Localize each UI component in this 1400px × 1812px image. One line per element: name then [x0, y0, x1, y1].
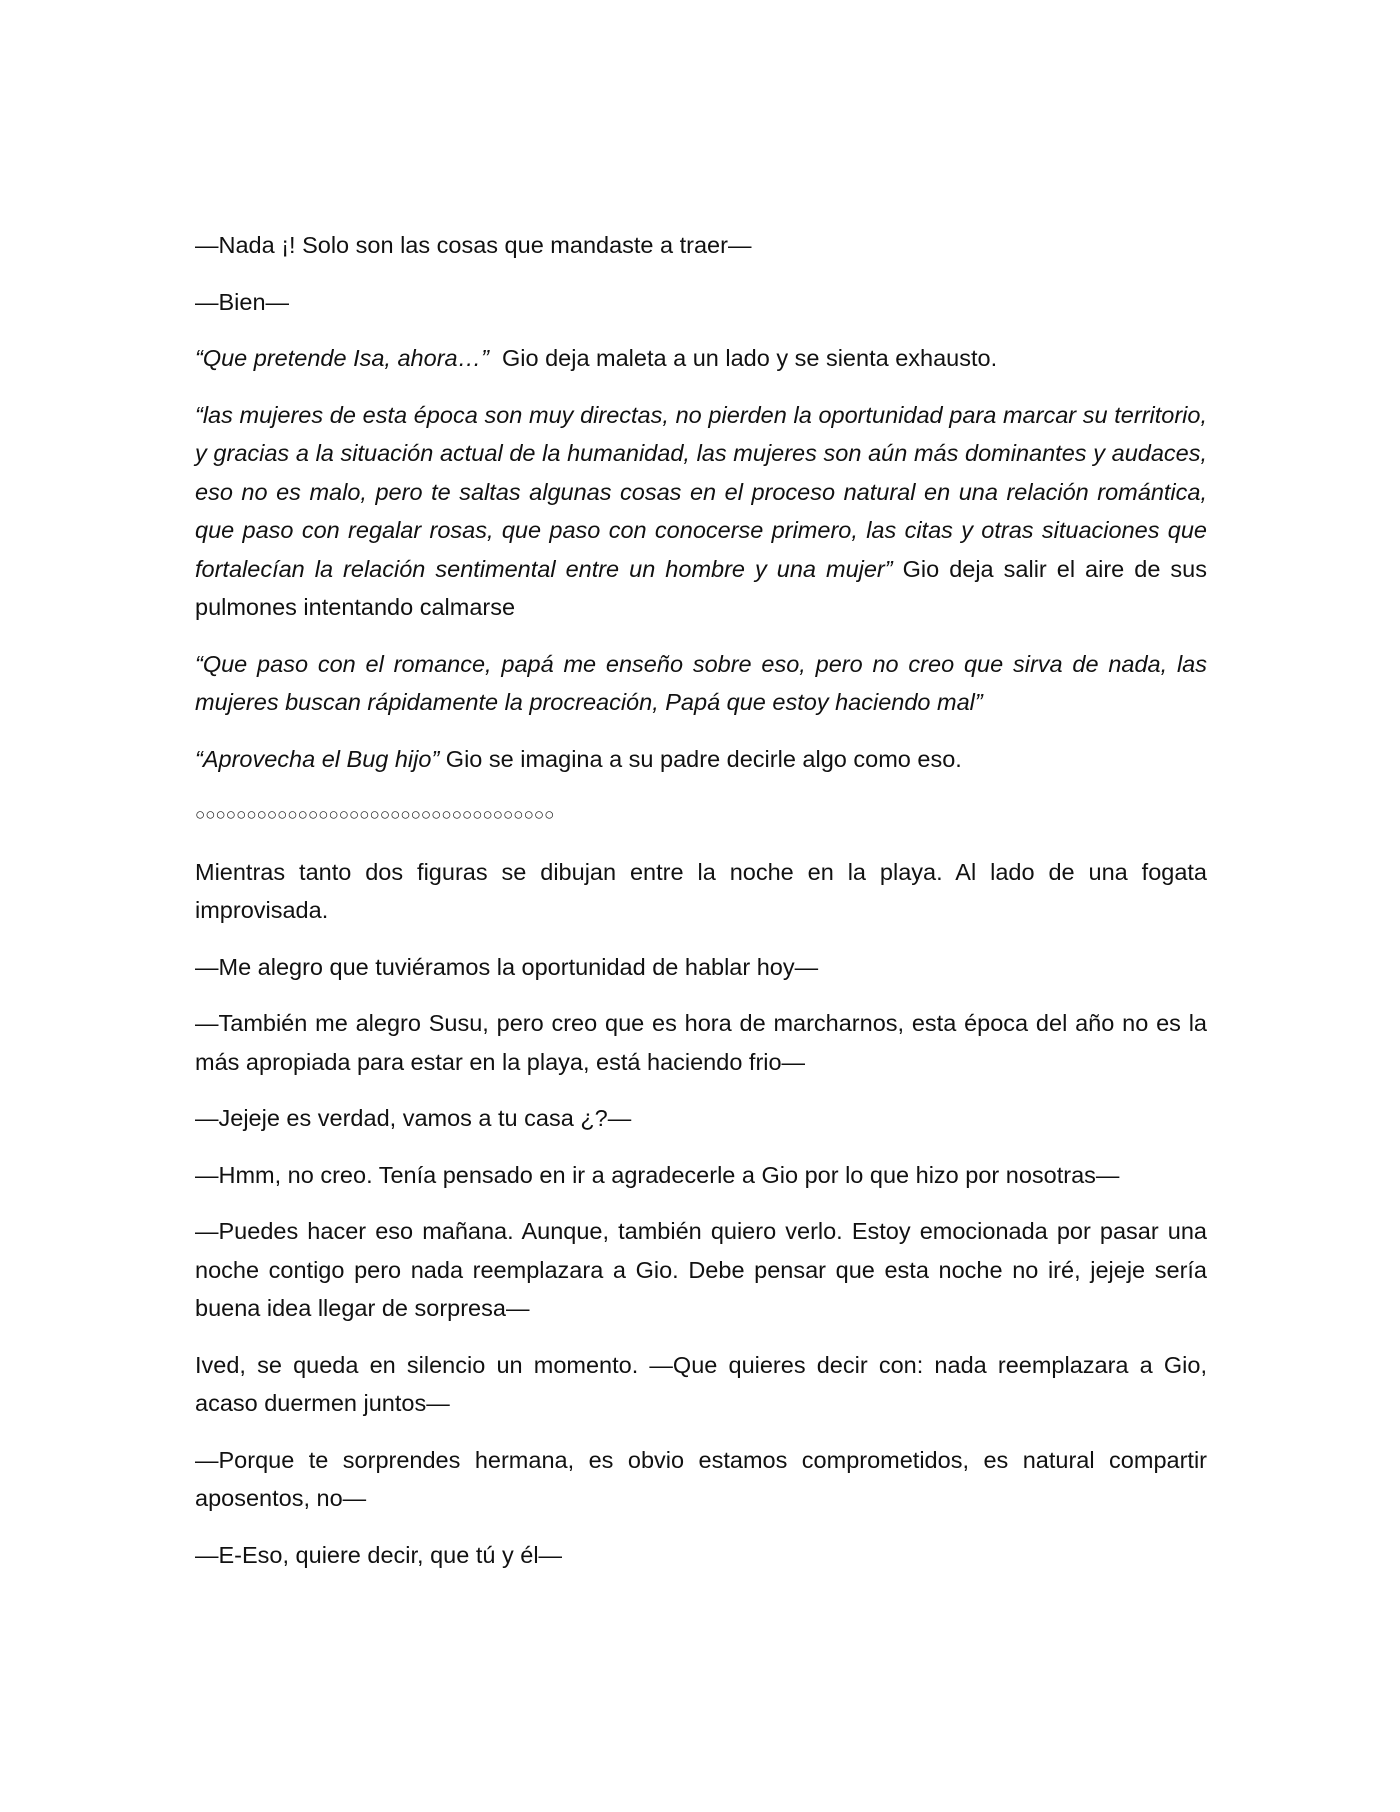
thought-text: “Que paso con el romance, papá me enseño sobre eso, pero no creo que sirva de nada, las mujeres buscan rápidamente la procreación, Papá que estoy haciendo mal” — [195, 650, 1207, 715]
paragraph-text: —E-Eso, quiere decir, que tú y él— — [195, 1541, 563, 1568]
paragraph — [195, 283, 1207, 322]
thought-text: “Aprovecha el Bug hijo” — [195, 745, 440, 772]
paragraph — [195, 740, 1207, 779]
paragraph — [195, 1441, 1207, 1518]
paragraph — [195, 1004, 1207, 1081]
paragraph-text: —Me alegro que tuviéramos la oportunidad de hablar hoy— — [195, 953, 819, 980]
paragraph-text: —Hmm, no creo. Tenía pensado en ir a agradecerle a Gio por lo que hizo por nosotras— — [195, 1161, 1120, 1188]
paragraph-text: —Porque te sorprendes hermana, es obvio estamos comprometidos, es natural compartir aposentos, no— — [195, 1446, 1207, 1511]
paragraph-text: —Bien— — [195, 288, 290, 315]
paragraph-text: Ived, se queda en silencio un momento. —Que quieres decir con: nada reemplazara a Gio, acaso duermen juntos— — [195, 1351, 1207, 1416]
paragraph — [195, 339, 1207, 378]
paragraph — [195, 853, 1207, 930]
paragraph-text: Gio deja salir el aire de sus pulmones intentando calmarse — [195, 555, 1207, 620]
paragraph — [195, 1099, 1207, 1138]
paragraph-text: —Puedes hacer eso mañana. Aunque, también quiero verlo. Estoy emocionada por pasar una noche contigo pero nada reemplazara a Gio. Debe pensar que esta noche no iré, jejeje sería buena idea llegar de sorpresa— — [195, 1218, 1207, 1321]
paragraph — [195, 1536, 1207, 1575]
paragraph-text: —Jejeje es verdad, vamos a tu casa ¿?— — [195, 1105, 632, 1131]
document-body — [195, 226, 1207, 1592]
paragraph-text: —También me alegro Susu, pero creo que es hora de marcharnos, esta época del año no es la más apropiada para estar en la playa, está haciendo frio— — [195, 1010, 1207, 1075]
paragraph — [195, 226, 1207, 265]
paragraph-text: Gio deja maleta a un lado y se sienta exhausto. — [488, 345, 998, 371]
thought-text: “Que pretende Isa, ahora…” — [195, 345, 489, 371]
paragraph-text: Gio se imagina a su padre decirle algo como eso. — [439, 745, 962, 772]
thought-text: “las mujeres de esta época son muy directas, no pierden la oportunidad para marcar su territorio, y gracias a la situación actual de la humanidad, las mujeres son aún más dominantes y audaces, eso no es malo, pero te saltas algunas cosas en el proceso natural en una relación romántica, que paso con regalar rosas, que paso con conocerse primero, las citas y otras situaciones que fortalecían la relación sentimental entre un hombre y una mujer” — [195, 401, 1207, 582]
paragraph — [195, 645, 1207, 722]
paragraph — [195, 1156, 1207, 1195]
paragraph — [195, 1212, 1207, 1328]
paragraph-text: —Nada ¡! Solo son las cosas que mandaste a traer— — [195, 232, 752, 258]
paragraph-text: Mientras tanto dos figuras se dibujan entre la noche en la playa. Al lado de una fogata improvisada. — [195, 858, 1207, 923]
scene-separator: ○○○○○○○○○○○○○○○○○○○○○○○○○○○○○○○○○○○ — [195, 805, 555, 824]
paragraph — [195, 1346, 1207, 1423]
paragraph — [195, 396, 1207, 627]
paragraph — [195, 948, 1207, 987]
